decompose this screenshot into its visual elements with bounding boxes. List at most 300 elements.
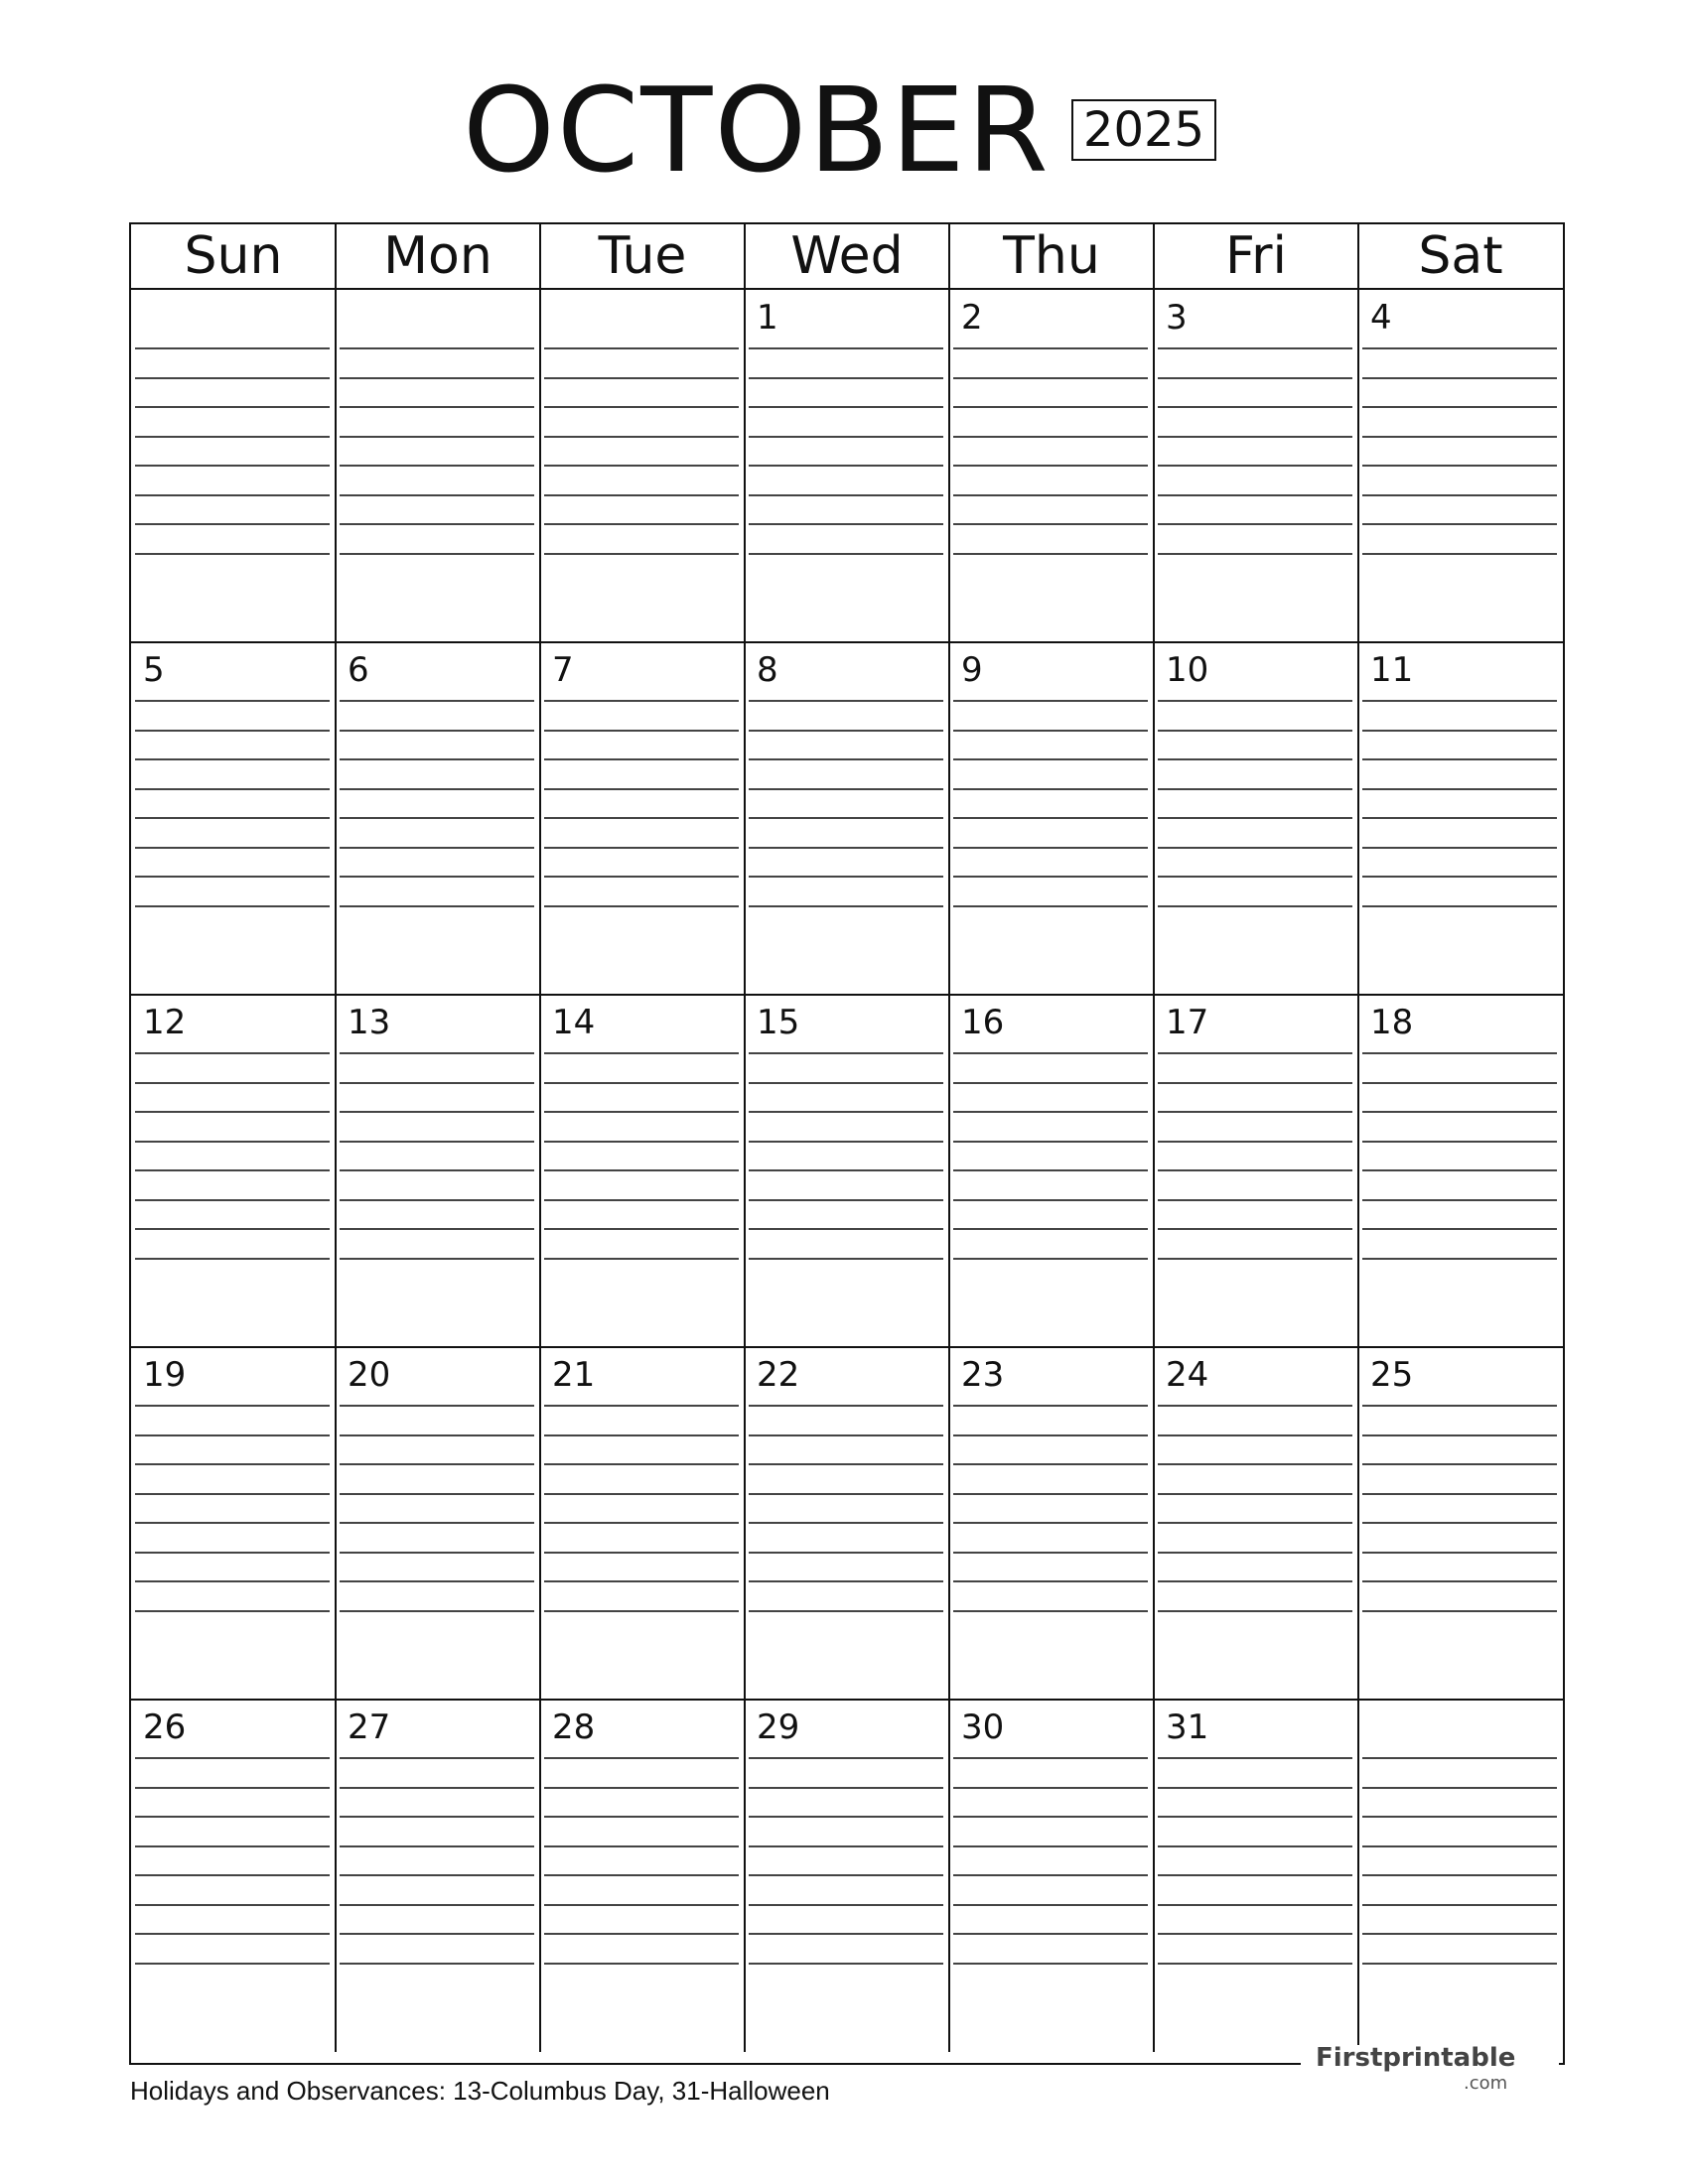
writing-line [340, 1845, 534, 1847]
writing-line [544, 758, 739, 760]
writing-line [1362, 1405, 1557, 1407]
writing-line [953, 1434, 1148, 1436]
writing-line [1158, 1434, 1352, 1436]
day-cell[interactable] [1358, 1347, 1563, 1700]
writing-line [953, 1904, 1148, 1906]
writing-line [135, 1199, 330, 1201]
day-number: 10 [1166, 650, 1209, 690]
writing-line [135, 1082, 330, 1084]
writing-line [1362, 553, 1557, 555]
writing-line [135, 1522, 330, 1524]
day-number: 31 [1166, 1707, 1209, 1747]
writing-line [749, 1874, 943, 1876]
writing-line [135, 1111, 330, 1113]
day-cell[interactable] [745, 642, 949, 995]
writing-line [1158, 1963, 1352, 1965]
writing-line [953, 347, 1148, 349]
day-cell[interactable] [949, 1347, 1154, 1700]
day-number: 8 [757, 650, 778, 690]
writing-line [340, 847, 534, 849]
writing-line [749, 1258, 943, 1260]
day-cell[interactable] [949, 1700, 1154, 2052]
writing-line [1362, 1199, 1557, 1201]
writing-line [135, 1580, 330, 1582]
writing-line [953, 1963, 1148, 1965]
writing-line [135, 1405, 330, 1407]
day-number: 13 [348, 1003, 391, 1042]
day-number: 18 [1370, 1003, 1414, 1042]
writing-line [135, 1610, 330, 1612]
writing-line [340, 1405, 534, 1407]
writing-line [135, 817, 330, 819]
year-badge: 2025 [1071, 99, 1216, 161]
day-number: 11 [1370, 650, 1414, 690]
writing-line [749, 1933, 943, 1935]
writing-line [135, 1493, 330, 1495]
writing-line [1158, 700, 1352, 702]
writing-line [1158, 494, 1352, 496]
writing-line [544, 700, 739, 702]
writing-line [953, 465, 1148, 467]
writing-line [544, 436, 739, 438]
writing-line [544, 1816, 739, 1818]
writing-line [135, 1874, 330, 1876]
writing-line [135, 377, 330, 379]
writing-line [544, 1933, 739, 1935]
day-number: 30 [961, 1707, 1005, 1747]
writing-line [340, 553, 534, 555]
writing-line [1158, 1580, 1352, 1582]
writing-line [953, 1169, 1148, 1171]
writing-line [1362, 1141, 1557, 1143]
day-number: 20 [348, 1355, 391, 1395]
writing-line [749, 1199, 943, 1201]
writing-line [1158, 788, 1352, 790]
weekday-label-wed: Wed [790, 226, 904, 286]
writing-line [135, 1052, 330, 1054]
writing-line [1362, 700, 1557, 702]
writing-line [135, 1845, 330, 1847]
day-number: 25 [1370, 1355, 1414, 1395]
writing-line [953, 817, 1148, 819]
weekday-label-thu: Thu [1003, 226, 1100, 286]
writing-line [953, 1552, 1148, 1554]
day-cell[interactable] [336, 1700, 540, 2052]
day-cell[interactable] [131, 995, 336, 1347]
writing-line [1158, 1111, 1352, 1113]
writing-line [1362, 1874, 1557, 1876]
writing-line [340, 1199, 534, 1201]
writing-line [749, 465, 943, 467]
writing-line [1158, 876, 1352, 878]
writing-line [749, 758, 943, 760]
writing-line [340, 1111, 534, 1113]
writing-line [1362, 788, 1557, 790]
writing-line [544, 1228, 739, 1230]
writing-line [953, 788, 1148, 790]
weekday-label-sun: Sun [184, 226, 283, 286]
writing-line [1362, 1787, 1557, 1789]
writing-line [749, 436, 943, 438]
day-cell[interactable] [131, 642, 336, 995]
writing-line [953, 876, 1148, 878]
writing-line [1158, 1258, 1352, 1260]
writing-line [1158, 1082, 1352, 1084]
writing-line [1362, 1904, 1557, 1906]
writing-line [544, 730, 739, 732]
writing-line [1362, 436, 1557, 438]
writing-line [749, 876, 943, 878]
writing-line [1362, 1933, 1557, 1935]
writing-line [1362, 523, 1557, 525]
writing-line [135, 1169, 330, 1171]
writing-line [953, 1787, 1148, 1789]
weekday-label-tue: Tue [598, 226, 687, 286]
writing-line [340, 347, 534, 349]
writing-line [1362, 1552, 1557, 1554]
writing-line [1158, 377, 1352, 379]
writing-line [953, 1874, 1148, 1876]
day-number: 24 [1166, 1355, 1209, 1395]
writing-line [1362, 465, 1557, 467]
day-number: 2 [961, 298, 983, 338]
writing-line [340, 876, 534, 878]
writing-line [544, 788, 739, 790]
writing-line [135, 1787, 330, 1789]
writing-line [340, 788, 534, 790]
writing-line [135, 494, 330, 496]
day-cell[interactable] [1154, 1700, 1358, 2052]
writing-line [1362, 1052, 1557, 1054]
writing-line [1362, 905, 1557, 907]
day-cell[interactable] [336, 642, 540, 995]
writing-line [953, 905, 1148, 907]
calendar-header [0, 62, 1688, 199]
writing-line [1362, 876, 1557, 878]
writing-line [544, 1522, 739, 1524]
day-number: 12 [143, 1003, 187, 1042]
day-number: 23 [961, 1355, 1005, 1395]
writing-line [544, 1463, 739, 1465]
writing-line [1158, 347, 1352, 349]
writing-line [135, 788, 330, 790]
writing-line [135, 905, 330, 907]
writing-line [544, 1258, 739, 1260]
writing-line [340, 1228, 534, 1230]
day-cell[interactable] [949, 642, 1154, 995]
day-number: 14 [552, 1003, 596, 1042]
writing-line [340, 1434, 534, 1436]
writing-line [749, 1111, 943, 1113]
day-number: 29 [757, 1707, 800, 1747]
writing-line [1158, 1845, 1352, 1847]
writing-line [1158, 1522, 1352, 1524]
writing-line [1158, 1933, 1352, 1935]
writing-line [135, 523, 330, 525]
writing-line [749, 1493, 943, 1495]
writing-line [544, 1405, 739, 1407]
writing-line [953, 1228, 1148, 1230]
day-number: 28 [552, 1707, 596, 1747]
writing-line [544, 905, 739, 907]
day-cell[interactable] [540, 642, 745, 995]
writing-line [749, 1845, 943, 1847]
writing-line [953, 700, 1148, 702]
writing-line [340, 1052, 534, 1054]
writing-line [544, 1169, 739, 1171]
writing-line [749, 1963, 943, 1965]
writing-line [340, 1493, 534, 1495]
month-title: OCTOBER [463, 62, 1051, 199]
writing-line [953, 1493, 1148, 1495]
writing-line [953, 758, 1148, 760]
writing-line [1158, 817, 1352, 819]
writing-line [340, 1904, 534, 1906]
writing-line [953, 436, 1148, 438]
writing-line [544, 1610, 739, 1612]
writing-line [1362, 1610, 1557, 1612]
writing-line [340, 523, 534, 525]
writing-line [1158, 1904, 1352, 1906]
day-cell[interactable] [745, 995, 949, 1347]
writing-line [340, 1522, 534, 1524]
writing-line [1158, 1405, 1352, 1407]
writing-line [135, 465, 330, 467]
writing-line [544, 1580, 739, 1582]
writing-line [544, 1434, 739, 1436]
writing-line [1158, 1610, 1352, 1612]
writing-line [749, 1610, 943, 1612]
writing-line [1362, 1963, 1557, 1965]
writing-line [544, 1141, 739, 1143]
writing-line [340, 377, 534, 379]
writing-line [749, 1580, 943, 1582]
writing-line [340, 1082, 534, 1084]
writing-line [749, 406, 943, 408]
writing-line [1158, 436, 1352, 438]
writing-line [749, 700, 943, 702]
writing-line [1362, 1522, 1557, 1524]
day-number: 17 [1166, 1003, 1209, 1042]
writing-line [135, 1933, 330, 1935]
writing-line [749, 1052, 943, 1054]
writing-line [953, 1463, 1148, 1465]
writing-line [544, 1111, 739, 1113]
writing-line [953, 494, 1148, 496]
writing-line [749, 1169, 943, 1171]
day-number: 3 [1166, 298, 1188, 338]
writing-line [749, 494, 943, 496]
writing-line [340, 1258, 534, 1260]
day-number: 15 [757, 1003, 800, 1042]
writing-line [749, 523, 943, 525]
writing-line [340, 436, 534, 438]
writing-line [544, 1199, 739, 1201]
writing-line [1362, 1434, 1557, 1436]
day-cell[interactable] [540, 1700, 745, 2052]
writing-line [749, 1522, 943, 1524]
writing-line [340, 1816, 534, 1818]
writing-line [544, 406, 739, 408]
writing-line [135, 1963, 330, 1965]
day-cell[interactable] [1154, 642, 1358, 995]
writing-line [340, 730, 534, 732]
writing-line [135, 1816, 330, 1818]
day-cell[interactable] [540, 290, 745, 642]
writing-line [135, 1141, 330, 1143]
day-cell[interactable] [131, 1347, 336, 1700]
writing-line [1362, 847, 1557, 849]
writing-line [1158, 406, 1352, 408]
day-cell[interactable] [745, 290, 949, 642]
writing-line [953, 1199, 1148, 1201]
day-cell[interactable] [1154, 995, 1358, 1347]
writing-line [953, 406, 1148, 408]
writing-line [544, 347, 739, 349]
writing-line [340, 494, 534, 496]
writing-line [135, 1463, 330, 1465]
writing-line [1158, 1052, 1352, 1054]
writing-line [544, 1757, 739, 1759]
writing-line [544, 1052, 739, 1054]
writing-line [544, 1904, 739, 1906]
writing-line [340, 905, 534, 907]
writing-line [749, 1434, 943, 1436]
day-number: 22 [757, 1355, 800, 1395]
writing-line [953, 377, 1148, 379]
writing-line [544, 1963, 739, 1965]
writing-line [1158, 553, 1352, 555]
writing-line [749, 817, 943, 819]
day-cell[interactable] [540, 1347, 745, 1700]
writing-line [1362, 1082, 1557, 1084]
writing-line [135, 758, 330, 760]
writing-line [544, 1493, 739, 1495]
day-cell[interactable] [745, 1700, 949, 2052]
day-cell[interactable] [336, 995, 540, 1347]
writing-line [135, 347, 330, 349]
writing-line [1362, 1228, 1557, 1230]
writing-line [953, 1111, 1148, 1113]
day-cell[interactable] [540, 995, 745, 1347]
writing-line [340, 700, 534, 702]
writing-line [1362, 347, 1557, 349]
day-cell[interactable] [336, 290, 540, 642]
day-cell[interactable] [336, 1347, 540, 1700]
writing-line [749, 730, 943, 732]
writing-line [340, 1787, 534, 1789]
writing-line [135, 700, 330, 702]
day-cell[interactable] [1358, 1700, 1563, 2052]
writing-line [135, 1552, 330, 1554]
writing-line [953, 1082, 1148, 1084]
writing-line [135, 553, 330, 555]
writing-line [544, 1082, 739, 1084]
writing-line [749, 1228, 943, 1230]
writing-line [749, 1552, 943, 1554]
writing-line [749, 377, 943, 379]
day-number: 19 [143, 1355, 187, 1395]
writing-line [1362, 377, 1557, 379]
writing-line [135, 1258, 330, 1260]
writing-line [544, 1787, 739, 1789]
writing-line [135, 406, 330, 408]
day-number: 1 [757, 298, 778, 338]
writing-line [1158, 1199, 1352, 1201]
weekday-label-mon: Mon [383, 226, 492, 286]
writing-line [1158, 905, 1352, 907]
weekday-label-fri: Fri [1225, 226, 1287, 286]
writing-line [135, 847, 330, 849]
writing-line [340, 817, 534, 819]
day-cell[interactable] [1154, 290, 1358, 642]
day-cell[interactable] [745, 1347, 949, 1700]
day-number: 9 [961, 650, 983, 690]
writing-line [544, 1874, 739, 1876]
brand-logo-text: Firstprintable [1316, 2043, 1516, 2073]
day-cell[interactable] [1358, 995, 1563, 1347]
writing-line [1158, 1228, 1352, 1230]
writing-line [1362, 1757, 1557, 1759]
day-cell[interactable] [1154, 1347, 1358, 1700]
day-cell[interactable] [1358, 290, 1563, 642]
writing-line [1362, 1845, 1557, 1847]
writing-line [1158, 1874, 1352, 1876]
calendar-grid [129, 222, 1565, 2065]
writing-line [749, 1757, 943, 1759]
writing-line [340, 1552, 534, 1554]
brand-logo-suffix: .com [1464, 2073, 1508, 2094]
writing-line [544, 494, 739, 496]
writing-line [749, 1463, 943, 1465]
day-cell[interactable] [1358, 642, 1563, 995]
writing-line [749, 905, 943, 907]
writing-line [135, 436, 330, 438]
day-number: 27 [348, 1707, 391, 1747]
writing-line [1362, 494, 1557, 496]
writing-line [1158, 730, 1352, 732]
writing-line [953, 1933, 1148, 1935]
day-cell[interactable] [949, 290, 1154, 642]
writing-line [953, 1141, 1148, 1143]
writing-line [1362, 1169, 1557, 1171]
day-number: 26 [143, 1707, 187, 1747]
writing-line [1362, 1816, 1557, 1818]
writing-line [340, 1463, 534, 1465]
writing-line [749, 1405, 943, 1407]
writing-line [1158, 1463, 1352, 1465]
day-cell[interactable] [949, 995, 1154, 1347]
writing-line [340, 465, 534, 467]
day-cell[interactable] [131, 1700, 336, 2052]
writing-line [135, 876, 330, 878]
writing-line [749, 1816, 943, 1818]
day-cell[interactable] [131, 290, 336, 642]
writing-line [544, 465, 739, 467]
writing-line [749, 1787, 943, 1789]
writing-line [953, 1258, 1148, 1260]
writing-line [544, 876, 739, 878]
writing-line [749, 788, 943, 790]
writing-line [953, 1580, 1148, 1582]
writing-line [1158, 1787, 1352, 1789]
writing-line [340, 1874, 534, 1876]
writing-line [544, 377, 739, 379]
writing-line [544, 1845, 739, 1847]
writing-line [544, 817, 739, 819]
weekday-label-sat: Sat [1418, 226, 1503, 286]
writing-line [1362, 1580, 1557, 1582]
